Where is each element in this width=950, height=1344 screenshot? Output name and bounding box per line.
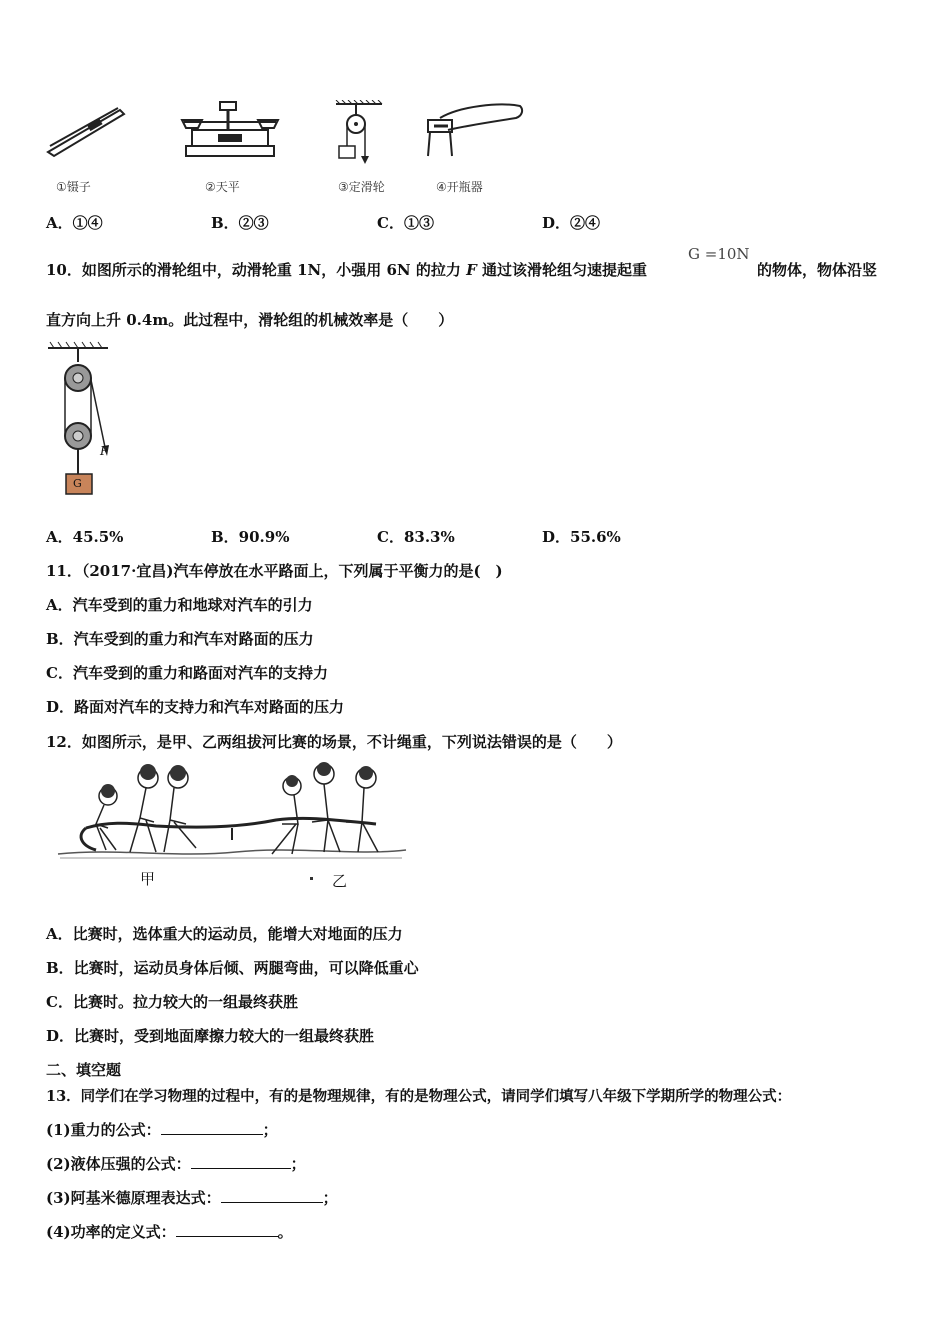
q11-option-b: B．汽车受到的重力和汽车对路面的压力 — [46, 630, 314, 648]
q11-option-a: A．汽车受到的重力和地球对汽车的引力 — [46, 596, 313, 614]
q10-text-b: 通过该滑轮组匀速提起重 — [476, 261, 647, 279]
q12-option-a: A．比赛时，选体重大的运动员，能增大对地面的压力 — [46, 925, 403, 943]
figure-caption-bottle-opener: ④开瓶器 — [436, 180, 483, 194]
q11-stem: 11．（2017·宜昌)汽车停放在水平路面上，下列属于平衡力的是( ) — [46, 562, 503, 580]
balance-figure — [178, 100, 282, 162]
figure-caption-balance: ②天平 — [205, 180, 240, 194]
q12-stem: 12．如图所示，是甲、乙两组拔河比赛的场景，不计绳重，下列说法错误的是（ ） — [46, 733, 622, 751]
bottle-opener-figure — [420, 100, 526, 160]
q13-item-end: ； — [290, 1155, 306, 1173]
tweezers-figure — [44, 102, 128, 162]
q11-option-c: C．汽车受到的重力和路面对汽车的支持力 — [46, 664, 328, 682]
q12-option-b: B．比赛时，运动员身体后倾、两腿弯曲，可以降低重心 — [46, 959, 419, 977]
q10-option-c: C．83.3% — [377, 528, 455, 546]
q12-option-d: D．比赛时，受到地面摩擦力较大的一组最终获胜 — [46, 1027, 375, 1045]
answer-blank[interactable] — [176, 1222, 278, 1237]
q9-option-d: D．②④ — [542, 214, 601, 232]
answer-blank[interactable] — [161, 1120, 263, 1135]
q13-item-label: (3)阿基米德原理表达式： — [46, 1189, 221, 1207]
q10-stem-line1 — [46, 259, 647, 280]
pulley-force-label: F — [100, 444, 109, 458]
q13-stem: 13．同学们在学习物理的过程中，有的是物理规律，有的是物理公式，请同学们填写八年级下学期所学的物理公式： — [46, 1088, 792, 1105]
answer-blank[interactable] — [191, 1154, 291, 1169]
q10-weight-formula: G =10N — [688, 245, 750, 263]
pulley-weight-label: G — [73, 477, 82, 490]
q10-text-c: 的物体，物体沿竖 — [757, 261, 878, 279]
tug-of-war-figure — [56, 758, 408, 866]
q13-item-gravity — [46, 1119, 278, 1140]
q13-item-archimedes — [46, 1187, 338, 1208]
team-label-jia: 甲 — [140, 870, 156, 888]
q9-option-c: C．①③ — [377, 214, 434, 232]
q12-option-c: C．比赛时。拉力较大的一组最终获胜 — [46, 993, 298, 1011]
q10-text-a: 10．如图所示的滑轮组中，动滑轮重 1N，小强用 6N 的拉力 — [46, 261, 467, 279]
q10-force-symbol: F — [466, 261, 477, 279]
rope-center-mark — [310, 877, 313, 880]
q10-option-d: D．55.6% — [542, 528, 621, 546]
q13-item-label: (2)液体压强的公式： — [46, 1155, 191, 1173]
q13-item-power — [46, 1221, 293, 1242]
figure-caption-fixed-pulley: ③定滑轮 — [338, 180, 385, 194]
q13-item-end: 。 — [277, 1223, 293, 1241]
answer-blank[interactable] — [221, 1188, 323, 1203]
q13-item-label: (1)重力的公式： — [46, 1121, 161, 1139]
q10-option-b: B．90.9% — [211, 528, 290, 546]
q13-item-end: ； — [262, 1121, 278, 1139]
figure-caption-tweezers: ①镊子 — [56, 180, 91, 194]
q13-item-liquid-pressure — [46, 1153, 306, 1174]
q13-item-label: (4)功率的定义式： — [46, 1223, 176, 1241]
pulley-system-figure — [46, 340, 116, 500]
q9-option-a: A．①④ — [46, 214, 103, 232]
q10-stem-line2: 直方向上升 0.4m。此过程中，滑轮组的机械效率是（ ） — [46, 311, 454, 329]
team-label-yi: 乙 — [332, 872, 348, 890]
q9-option-b: B．②③ — [211, 214, 269, 232]
q13-item-end: ； — [322, 1189, 338, 1207]
section-title-fill-in: 二、填空题 — [46, 1061, 122, 1079]
q10-option-a: A．45.5% — [46, 528, 124, 546]
q11-option-d: D．路面对汽车的支持力和汽车对路面的压力 — [46, 698, 345, 716]
fixed-pulley-figure — [334, 100, 386, 168]
